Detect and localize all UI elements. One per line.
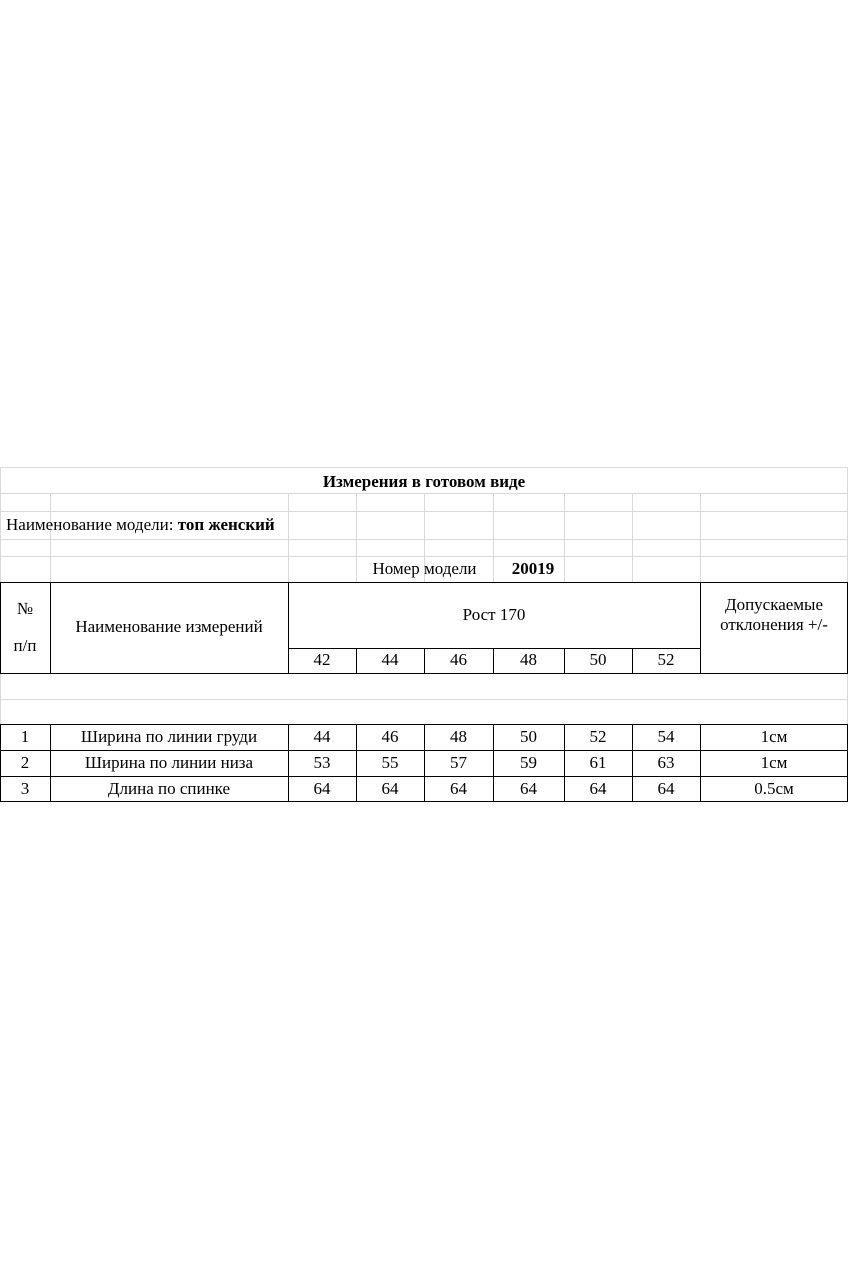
model-name-row [6, 511, 506, 539]
row-value: 64 [313, 778, 331, 798]
row-value: 54 [657, 727, 675, 747]
row-value: 50 [520, 727, 537, 747]
row-value: 57 [450, 753, 467, 773]
size-cell: 48 [520, 650, 537, 670]
row-value: 59 [520, 753, 537, 773]
header-num [0, 582, 50, 673]
row-tolerance: 1см [760, 727, 788, 747]
model-name-value: топ женский [177, 514, 275, 534]
row-value: 64 [520, 778, 537, 798]
row-value: 64 [381, 778, 399, 798]
row-value: 64 [657, 778, 675, 798]
header-tolerance-line2: отклонения +/- [720, 615, 828, 634]
row-value: 64 [589, 778, 607, 798]
row-num: 1 [20, 727, 30, 747]
model-name-label: Наименование модели: [6, 514, 174, 534]
row-measure-name: Ширина по линии низа [84, 753, 254, 773]
row-value: 55 [381, 753, 399, 773]
model-number-label: Номер модели [372, 558, 477, 578]
row-num: 2 [20, 753, 30, 773]
gridline [700, 493, 701, 582]
header-num-abbrev: п/п [13, 635, 37, 655]
row-value: 48 [450, 727, 467, 747]
row-tolerance: 1см [760, 753, 788, 773]
row-value: 64 [450, 778, 467, 798]
row-value: 61 [589, 753, 607, 773]
row-value: 44 [313, 727, 331, 747]
header-height: Рост 170 [462, 604, 526, 624]
row-measure-name: Ширина по линии груди [80, 727, 258, 747]
measurement-sheet [0, 467, 848, 802]
size-cell: 46 [450, 650, 467, 670]
row-value: 53 [313, 753, 331, 773]
row-value: 52 [589, 727, 607, 747]
row-measure-name: Длина по спинке [107, 778, 231, 798]
header-num-symbol: № [16, 598, 34, 618]
size-cell: 42 [313, 650, 331, 670]
model-number-value: 20019 [511, 558, 555, 578]
header-tolerance [700, 582, 848, 648]
size-cell: 44 [381, 650, 399, 670]
header-measure-name: Наименование измерений [75, 617, 263, 637]
size-cell: 50 [589, 650, 607, 670]
sheet-title: Измерения в готовом виде [322, 471, 526, 491]
row-tolerance: 0.5см [754, 778, 794, 798]
gridline [0, 699, 848, 700]
row-value: 63 [657, 753, 675, 773]
row-value: 46 [381, 727, 399, 747]
row-num: 3 [20, 778, 30, 798]
header-tolerance-line1: Допускаемые [724, 594, 824, 614]
size-cell: 52 [657, 650, 675, 670]
gridline [632, 493, 633, 582]
